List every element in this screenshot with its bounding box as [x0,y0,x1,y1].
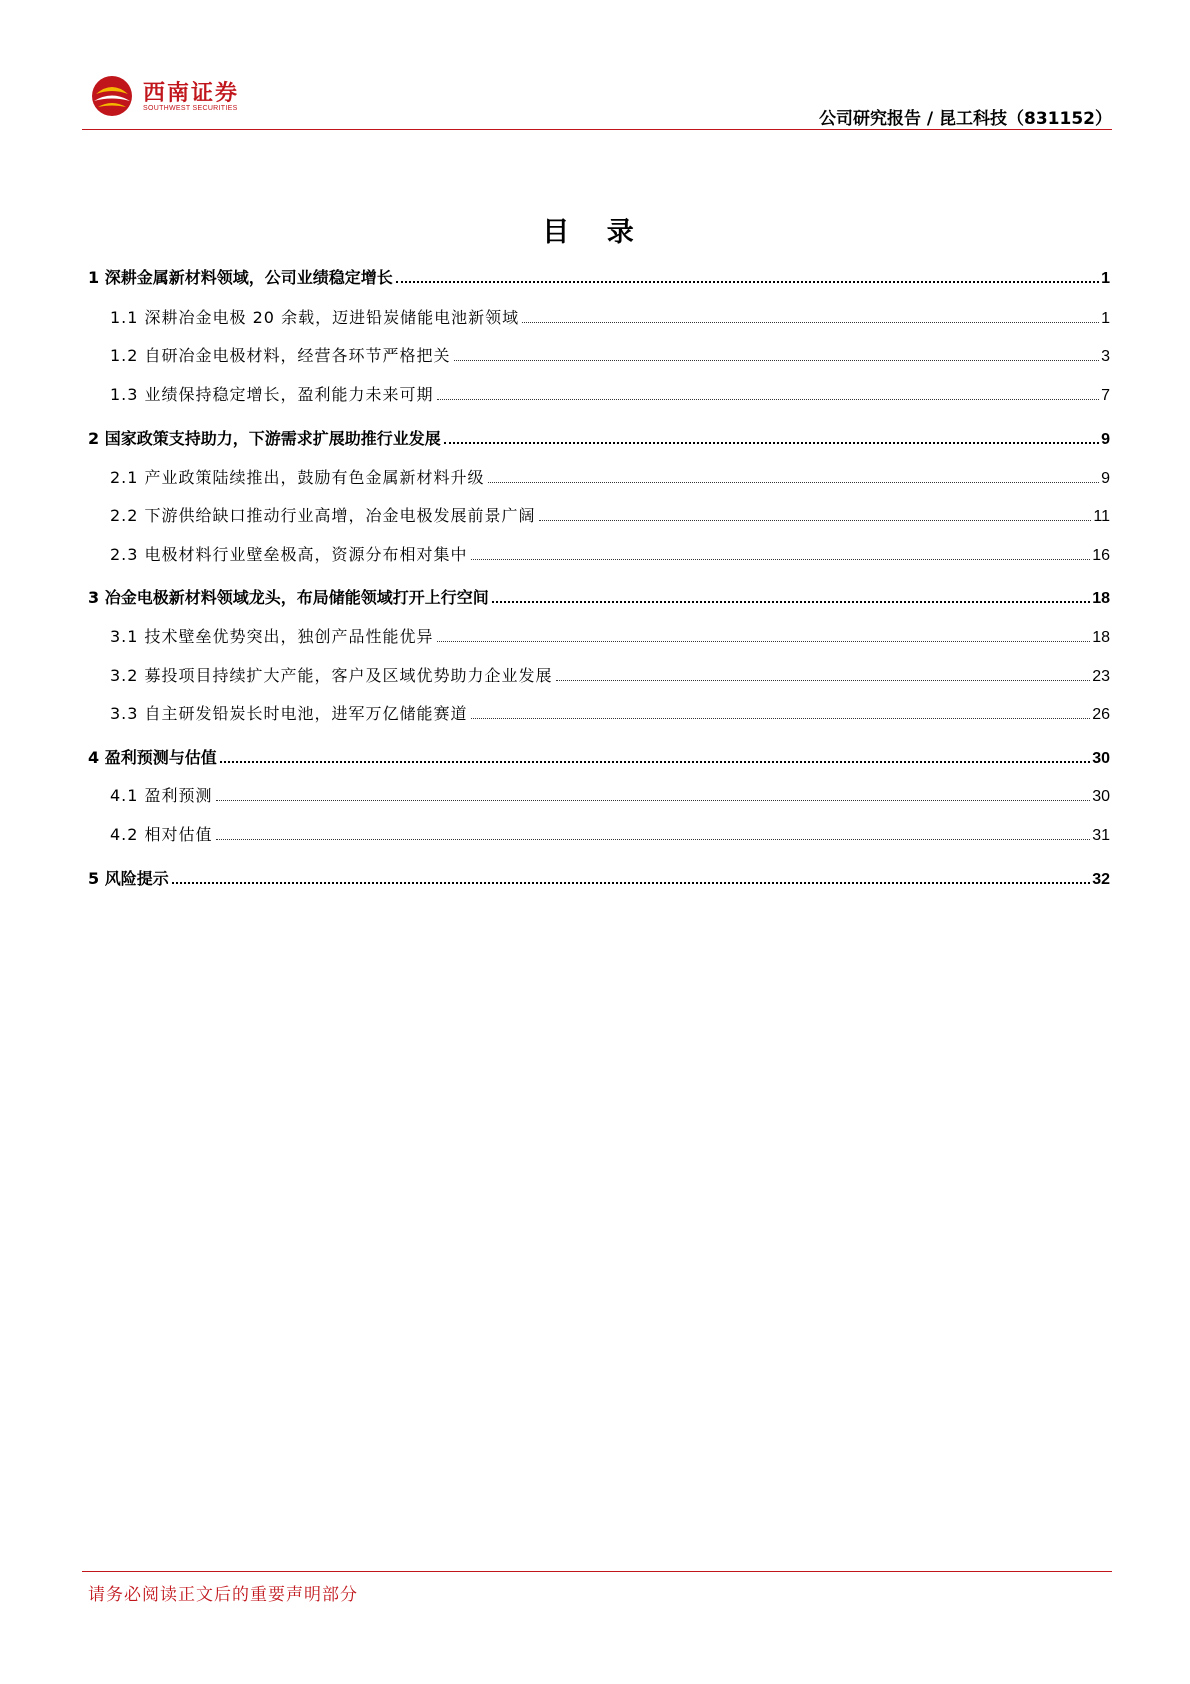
toc-leader-dots [522,322,1099,323]
toc-entry-page: 16 [1092,547,1110,564]
toc-entry-label: 4.1 盈利预测 [110,786,213,805]
toc-leader-dots [216,839,1091,840]
toc-entry-label: 2.2 下游供给缺口推动行业高增，冶金电极发展前景广阔 [110,506,536,525]
toc-entry-label: 2.1 产业政策陆续推出，鼓励有色金属新材料升级 [110,468,485,487]
toc-entry-chapter[interactable] [88,423,1110,449]
toc-leader-dots [396,281,1099,283]
toc-entry-label: 1.2 自研冶金电极材料，经营各环节严格把关 [110,346,451,365]
toc-leader-dots [216,800,1091,801]
toc-entry-page: 9 [1101,431,1110,448]
toc-entry-label: 5 风险提示 [88,869,169,888]
toc-entry-page: 7 [1101,387,1110,404]
toc-entry-chapter[interactable] [88,863,1110,889]
toc-leader-dots [471,559,1091,560]
toc-entry-page: 26 [1092,706,1110,723]
toc-leader-dots [539,520,1092,521]
toc-leader-dots [492,601,1090,603]
toc-entry-label: 2 国家政策支持助力，下游需求扩展助推行业发展 [88,429,441,448]
toc-entry-section[interactable] [110,780,1110,806]
toc-entry-page: 32 [1092,871,1110,888]
toc-entry-section[interactable] [110,539,1110,565]
page-header [82,66,1112,132]
toc-leader-dots [220,761,1090,763]
toc-entry-section[interactable] [110,660,1110,686]
toc-entry-page: 31 [1092,827,1110,844]
logo-chinese-name: 西南证券 [143,80,240,106]
toc-entry-page: 1 [1101,310,1110,327]
toc-entry-label: 3.1 技术壁垒优势突出，独创产品性能优异 [110,627,434,646]
toc-entry-label: 3 冶金电极新材料领域龙头，布局储能领域打开上行空间 [88,588,489,607]
logo-english-name: SOUTHWEST SECURITIES [143,105,238,112]
toc-leader-dots [471,718,1091,719]
toc-title: 目 录 [542,217,648,248]
toc-entry-chapter[interactable] [88,742,1110,768]
toc-entry-section[interactable] [110,819,1110,845]
toc-leader-dots [454,360,1100,361]
company-logo [90,74,260,124]
toc-entry-section[interactable] [110,379,1110,405]
logo-emblem-icon [90,74,134,118]
toc-entry-label: 3.3 自主研发铅炭长时电池，进军万亿储能赛道 [110,704,468,723]
toc-entry-label: 4.2 相对估值 [110,825,213,844]
toc-entry-section[interactable] [110,500,1110,526]
toc-entry-label: 2.3 电极材料行业壁垒极高，资源分布相对集中 [110,545,468,564]
disclaimer-note: 请务必阅读正文后的重要声明部分 [88,1585,358,1605]
report-title: 公司研究报告 / 昆工科技（831152） [818,109,1112,129]
toc-entry-label: 3.2 募投项目持续扩大产能，客户及区域优势助力企业发展 [110,666,553,685]
toc-entry-section[interactable] [110,340,1110,366]
toc-entry-page: 9 [1101,470,1110,487]
toc-entry-chapter[interactable] [88,262,1110,288]
toc-entry-label: 1.1 深耕冶金电极 20 余载，迈进铅炭储能电池新领域 [110,308,520,327]
toc-entry-section[interactable] [110,621,1110,647]
toc-entry-label: 4 盈利预测与估值 [88,748,217,767]
toc-entry-page: 18 [1092,629,1110,646]
toc-leader-dots [437,641,1091,642]
toc-entry-section[interactable] [110,462,1110,488]
header-divider [82,129,1112,130]
toc-entry-label: 1.3 业绩保持稳定增长，盈利能力未来可期 [110,385,434,404]
toc-entry-page: 30 [1092,788,1110,805]
toc-entry-page: 30 [1092,750,1110,767]
toc-entry-section[interactable] [110,302,1110,328]
toc-entry-chapter[interactable] [88,582,1110,608]
toc-entry-page: 11 [1093,508,1110,525]
footer-divider [82,1571,1112,1572]
toc-entry-label: 1 深耕金属新材料领域，公司业绩稳定增长 [88,268,393,287]
toc-leader-dots [556,680,1091,681]
toc-leader-dots [488,482,1100,483]
toc-entry-page: 18 [1092,590,1110,607]
toc-entry-section[interactable] [110,698,1110,724]
toc-entry-page: 1 [1101,270,1110,287]
toc-leader-dots [444,442,1099,444]
toc-leader-dots [437,399,1100,400]
toc-entry-page: 3 [1101,348,1110,365]
toc-entry-page: 23 [1092,668,1110,685]
toc-leader-dots [172,882,1090,884]
